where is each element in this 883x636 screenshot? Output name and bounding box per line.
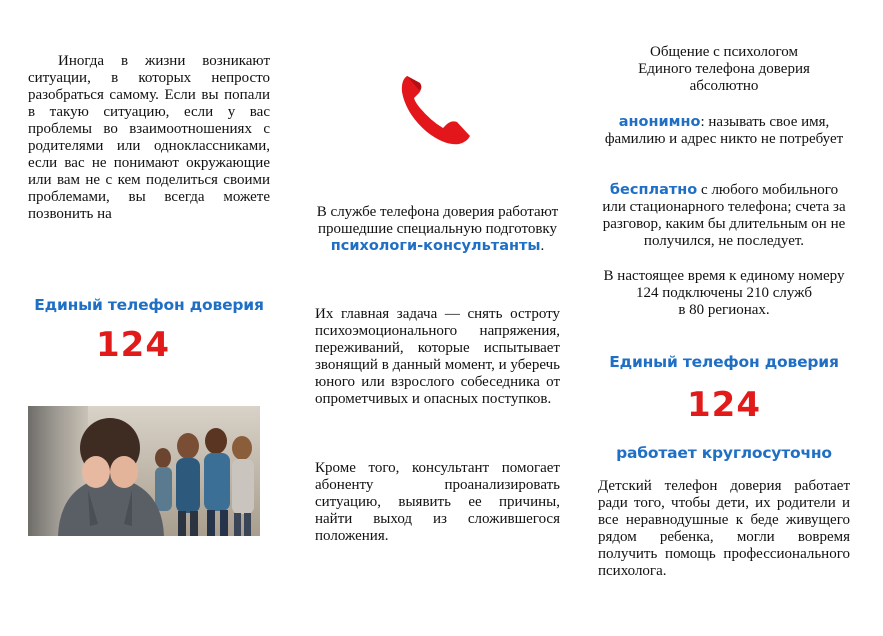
free-word: бесплатно xyxy=(609,182,698,198)
free-text xyxy=(598,182,850,250)
anonymity-line-2: Единого телефона доверия xyxy=(638,61,810,77)
phone-icon xyxy=(397,68,477,148)
hotline-title-right: Единый телефон доверия xyxy=(609,353,839,371)
anon-rest: : называть свое имя, фамилию и адрес никто не потребует xyxy=(604,114,844,147)
anonymity-text xyxy=(598,114,850,148)
hotline-number-right: 124 xyxy=(687,385,761,425)
anon-word: анонимно xyxy=(618,114,701,130)
service-text-main: В службе телефона доверия работают прошедшие специальную подготовку xyxy=(316,204,559,237)
service-text xyxy=(315,204,560,255)
anonymity-line-1: Общение с психологом xyxy=(650,44,798,60)
service-highlight: психологи-консультанты xyxy=(330,238,541,254)
task-text: Их главная задача — снять остроту психоэмоционального напряжения, переживаний, которые испытывает звонящий в данный момент, и уберечь юного или взрослого собеседника от опрометчивых и опасных поступков. xyxy=(315,306,560,407)
service-period: . xyxy=(540,238,545,254)
hotline-title: Единый телефон доверия xyxy=(34,296,264,314)
stats-line-3: в 80 регионах. xyxy=(678,302,770,318)
around-clock-label: работает круглосуточно xyxy=(616,444,832,462)
stats-line-2: 124 подключены 210 служб xyxy=(636,285,812,301)
anonymity-heading xyxy=(598,44,850,95)
intro-text: Иногда в жизни возникают ситуации, в которых непросто разобраться самому. Если вы попали в такую ситуацию, если у вас проблемы во взаимоотношениях с родителями или одноклассниками, если вас не понимают окружающие или вам не с кем поделиться своими проблемами, вы всегда можете позвонить на xyxy=(28,53,270,222)
help-text: Кроме того, консультант помогает абоненту проанализировать ситуацию, выявить ее причины, найти выход из сложившегося положения. xyxy=(315,460,560,544)
final-text: Детский телефон доверия работает ради того, чтобы дети, их родители и все неравнодушные к беде живущего рядом ребенка, могли вовремя получить помощь профессионального психолога. xyxy=(598,478,850,579)
anonymity-line-3: абсолютно xyxy=(689,78,759,94)
hotline-number: 124 xyxy=(96,325,170,365)
stats-line-1: В настоящее время к единому номеру xyxy=(603,268,845,284)
free-rest: с любого мобильного или стационарного телефона; счета за разговор, каким бы длительным он не получился, не последует. xyxy=(602,182,846,249)
crying-child-photo xyxy=(28,406,260,536)
stats-block xyxy=(598,268,850,319)
